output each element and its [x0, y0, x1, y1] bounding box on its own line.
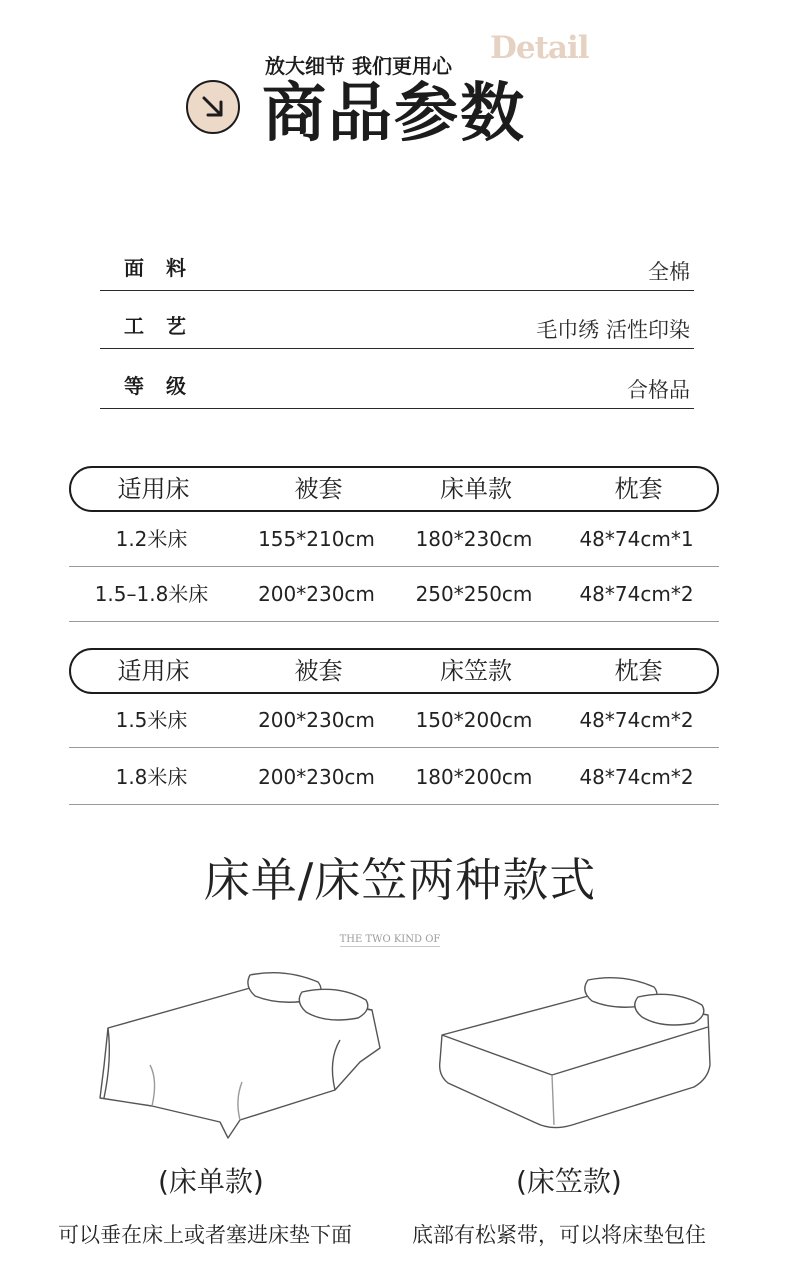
param-value: 合格品	[627, 378, 690, 402]
subcaption-text: THE TWO KIND OF	[339, 934, 441, 945]
table-cell: 180*230cm	[415, 527, 533, 551]
table-sheet-header	[69, 466, 719, 512]
param-value: 全棉	[648, 260, 690, 284]
table-cell: 155*210cm	[258, 527, 375, 551]
header-cell: 适用床	[117, 475, 190, 503]
detail-watermark: Detail	[490, 30, 589, 66]
header-cell: 床笠款	[440, 657, 512, 685]
param-label: 工艺	[124, 314, 208, 338]
table-cell: 48*74cm*2	[579, 582, 694, 606]
param-row-grade	[100, 368, 694, 409]
table-cell: 200*230cm	[258, 708, 375, 732]
table-row	[69, 750, 719, 805]
style-name-fitted-sheet: (床笠款)	[516, 1165, 622, 1198]
section-title: 床单/床笠两种款式	[203, 853, 597, 907]
table-cell: 1.5–1.8米床	[94, 582, 209, 606]
table-cell: 200*230cm	[258, 765, 375, 789]
table-cell: 1.2米床	[115, 527, 188, 551]
header-cell: 床单款	[440, 475, 512, 503]
header-cell: 被套	[294, 475, 343, 503]
table-cell: 48*74cm*2	[579, 765, 694, 789]
param-row-craft	[100, 308, 694, 349]
header-tagline: 放大细节 我们更用心	[265, 54, 452, 78]
table-row	[69, 512, 719, 567]
arrow-down-right-icon	[186, 80, 240, 134]
table-cell: 48*74cm*2	[579, 708, 694, 732]
table-row	[69, 693, 719, 748]
flat-sheet-bed-illustration	[90, 970, 390, 1150]
table-cell: 250*250cm	[415, 582, 533, 606]
table-cell: 48*74cm*1	[579, 527, 694, 551]
table-row	[69, 567, 719, 622]
param-label: 等级	[124, 374, 208, 398]
table-cell: 180*200cm	[415, 765, 533, 789]
table-fitted-header	[69, 648, 719, 694]
param-row-fabric	[100, 250, 694, 291]
page-title: 商品参数	[262, 77, 526, 151]
param-label: 面料	[124, 256, 208, 280]
fitted-sheet-bed-illustration	[432, 975, 722, 1135]
table-cell: 150*200cm	[415, 708, 533, 732]
param-value: 毛巾绣 活性印染	[536, 318, 690, 342]
header-cell: 枕套	[614, 657, 663, 685]
section-subcaption	[0, 934, 780, 945]
header-cell: 被套	[294, 657, 343, 685]
table-cell: 200*230cm	[258, 582, 375, 606]
header-cell: 枕套	[614, 475, 663, 503]
style-name-flat-sheet: (床单款)	[158, 1165, 264, 1198]
style-desc-flat-sheet: 可以垂在床上或者塞进床垫下面	[58, 1223, 352, 1247]
table-cell: 1.5米床	[115, 708, 188, 732]
style-desc-fitted-sheet: 底部有松紧带，可以将床垫包住	[412, 1223, 706, 1247]
header-cell: 适用床	[117, 657, 190, 685]
table-cell: 1.8米床	[115, 765, 188, 789]
